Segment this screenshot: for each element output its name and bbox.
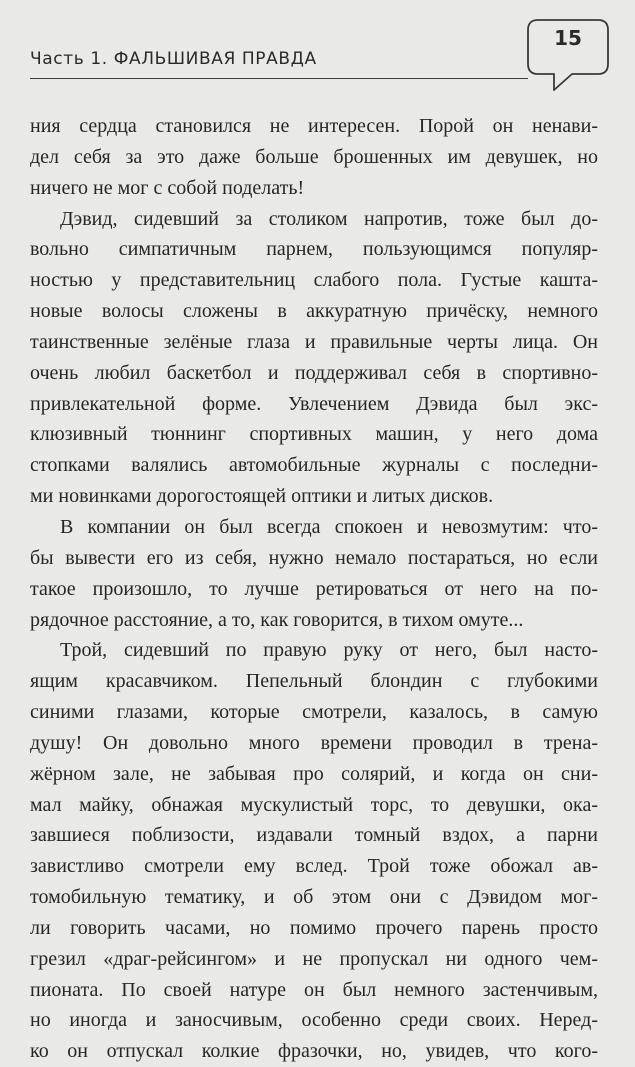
text-line: В компании он был всегда спокоен и невозмутим: что- — [60, 515, 598, 538]
text-line: завистливо смотрели ему вслед. Трой тоже обожал ав- — [30, 855, 598, 878]
text-line: вольно симпатичным парнем, пользующимся популяр- — [30, 238, 598, 261]
page-number: 15 — [554, 26, 582, 50]
text-line: синими глазами, которые смотрели, казалось, в самую — [30, 701, 598, 724]
text-line: таинственные зелёные глаза и правильные черты лица. Он — [30, 330, 598, 353]
text-line: грезил «драг-рейсингом» и не пропускал ни одного чем- — [30, 947, 598, 970]
text-line: душу! Он довольно много времени проводил в трена- — [30, 731, 598, 754]
running-head: Часть 1. ФАЛЬШИВАЯ ПРАВДА — [30, 49, 317, 69]
text-line: Дэвид, сидевший за столиком напротив, тоже был до- — [60, 207, 598, 230]
text-line: ничего не мог с собой поделать! — [30, 176, 305, 199]
text-line: такое произошло, то лучше ретироваться от него на по- — [30, 577, 598, 600]
text-line: завшиеся поблизости, издавали томный вздох, а парни — [30, 824, 598, 847]
text-line: ли говорить часами, но помимо прочего парень просто — [30, 916, 598, 939]
text-line: Трой, сидевший по правую руку от него, был насто- — [60, 639, 598, 662]
text-line: дел себя за это даже больше брошенных им девушек, но — [30, 145, 598, 168]
text-line: ми новинками дорогостоящей оптики и литых дисков. — [30, 485, 494, 508]
text-line: ностью у представительниц слабого пола. Густые кашта- — [30, 269, 598, 292]
text-line: ящим красавчиком. Пепельный блондин с глубокими — [30, 670, 598, 693]
text-line: ко он отпускал колкие фразочки, но, увидев, что кого- — [30, 1040, 598, 1063]
text-line: стопками валялись автомобильные журналы с последни- — [30, 454, 598, 477]
text-line: привлекательной форме. Увлечением Дэвида был экс- — [30, 392, 598, 415]
text-line: новые волосы сложены в аккуратную причёску, немного — [30, 300, 598, 323]
speech-bubble-icon — [0, 0, 635, 100]
body-text — [30, 111, 598, 1067]
text-line: клюзивный тюннинг спортивных машин, у него дома — [30, 423, 598, 446]
text-line: томобильную тематику, и об этом они с Дэвидом мог- — [30, 886, 598, 909]
text-line: мал майку, обнажая мускулистый торс, то девушки, ока- — [30, 793, 598, 816]
text-line: рядочное расстояние, а то, как говорится, в тихом омуте... — [30, 608, 524, 631]
text-line: ния сердца становился не интересен. Порой он ненави- — [30, 115, 598, 137]
text-line: пионата. По своей натуре он был немного застенчивым, — [30, 978, 598, 1001]
text-line: жёрном зале, не забывая про солярий, и когда он сни- — [30, 762, 598, 785]
text-line: очень любил баскетбол и поддерживал себя в спортивно- — [30, 361, 598, 384]
text-line: бы вывести его из себя, нужно немало постараться, но если — [30, 546, 598, 569]
text-line: но иногда и заносчивым, особенно среди своих. Неред- — [30, 1009, 598, 1032]
page-header — [0, 0, 635, 100]
